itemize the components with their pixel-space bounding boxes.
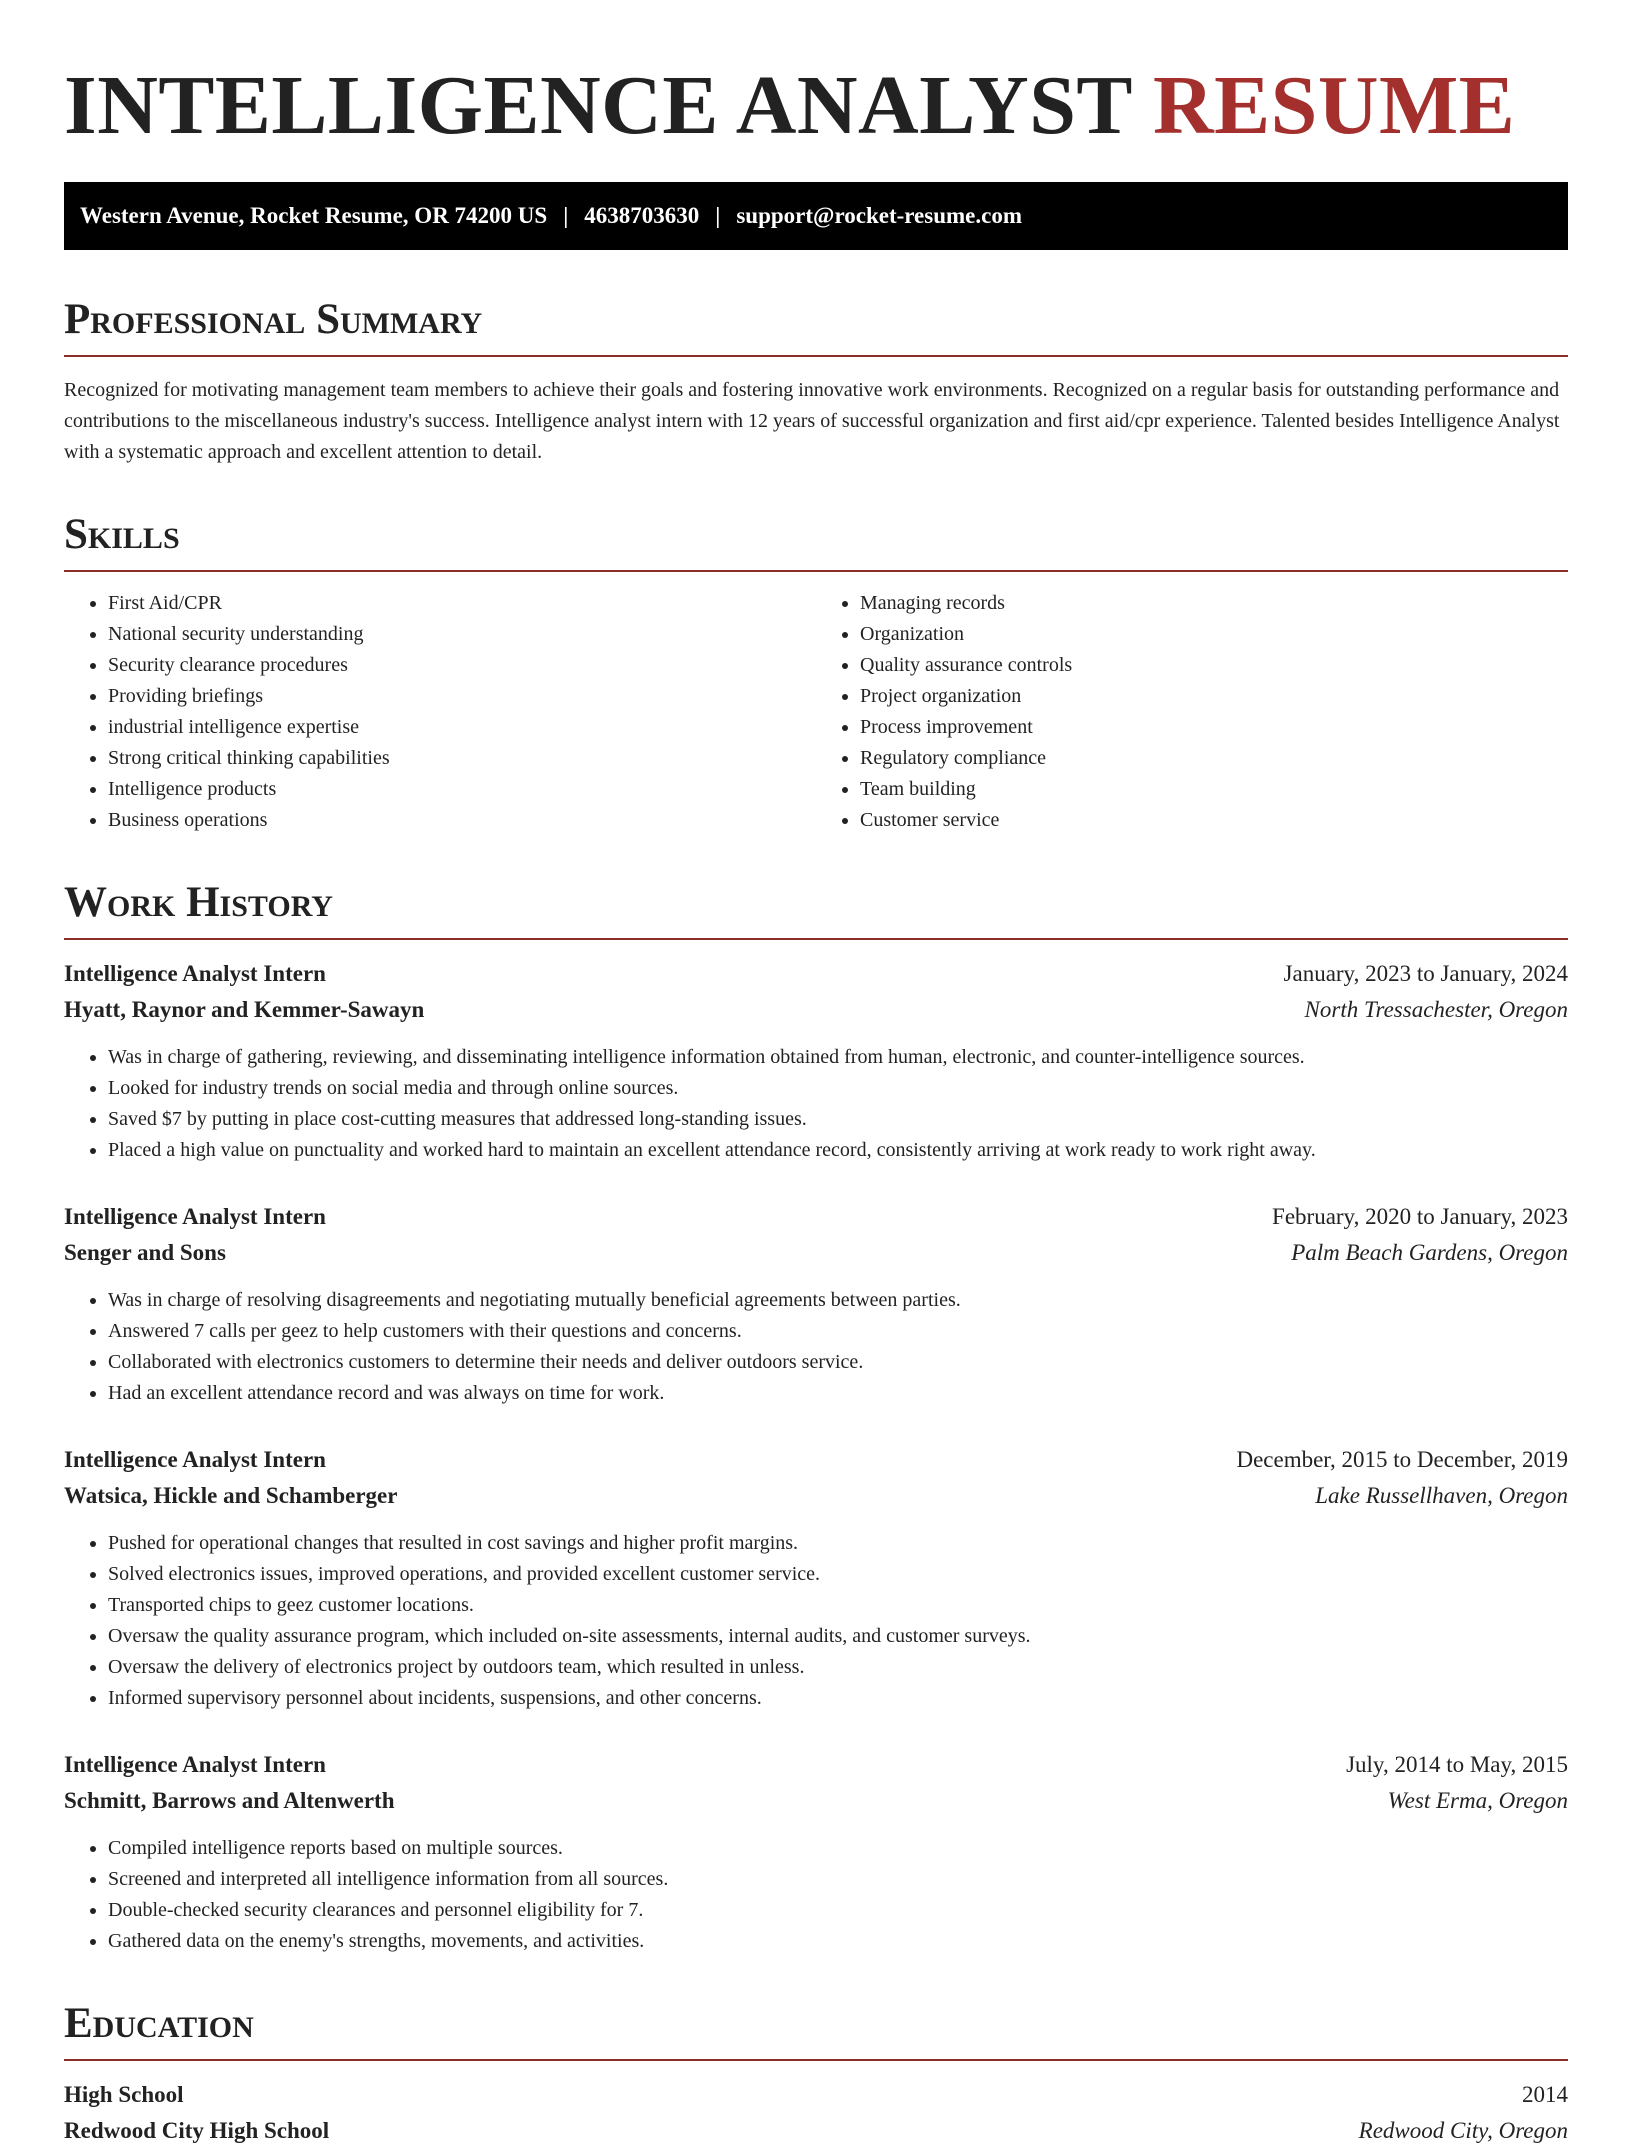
skill-item: • Regulatory compliance xyxy=(860,743,1568,774)
work-history-heading: Work History xyxy=(64,881,1568,940)
job-bullet: • Placed a high value on punctuality and worked hard to maintain an excellent attendance record, consistently arriving at work ready to work right away. xyxy=(108,1135,1568,1166)
job-bullet: • Oversaw the delivery of electronics project by outdoors team, which resulted in unless. xyxy=(108,1652,1568,1683)
job-bullet: • Had an excellent attendance record and was always on time for work. xyxy=(108,1378,1568,1409)
education-location: Redwood City, Oregon xyxy=(1358,2118,1568,2143)
contact-address: Western Avenue, Rocket Resume, OR 74200 US xyxy=(80,203,548,228)
job-bullet: • Transported chips to geez customer locations. xyxy=(108,1590,1568,1621)
job-entry xyxy=(64,1442,1568,1714)
job-company: Schmitt, Barrows and Altenwerth xyxy=(64,1788,395,1813)
job-location: Lake Russellhaven, Oregon xyxy=(1315,1483,1568,1508)
skill-item: • Project organization xyxy=(860,681,1568,712)
job-bullet: • Pushed for operational changes that resulted in cost savings and higher profit margins. xyxy=(108,1528,1568,1559)
skill-item: • industrial intelligence expertise xyxy=(108,712,816,743)
job-company: Senger and Sons xyxy=(64,1240,226,1265)
title-accent: RESUME xyxy=(1152,59,1516,152)
job-bullet: • Compiled intelligence reports based on multiple sources. xyxy=(108,1833,1568,1864)
skills-list xyxy=(64,588,1568,836)
job-bullets xyxy=(64,1285,1568,1409)
job-dates: February, 2020 to January, 2023 xyxy=(1272,1204,1568,1229)
job-location: Palm Beach Gardens, Oregon xyxy=(1291,1240,1568,1265)
skill-item: • Managing records xyxy=(860,588,1568,619)
contact-separator: | xyxy=(563,203,569,228)
job-bullet: • Answered 7 calls per geez to help customers with their questions and concerns. xyxy=(108,1316,1568,1347)
job-dates: January, 2023 to January, 2024 xyxy=(1283,961,1568,986)
job-location: West Erma, Oregon xyxy=(1387,1788,1568,1813)
job-bullet: • Oversaw the quality assurance program, which included on-site assessments, internal audits, and customer surveys. xyxy=(108,1621,1568,1652)
job-bullet: • Double-checked security clearances and personnel eligibility for 7. xyxy=(108,1895,1568,1926)
job-company: Watsica, Hickle and Schamberger xyxy=(64,1483,398,1508)
skill-item: • Quality assurance controls xyxy=(860,650,1568,681)
job-bullets xyxy=(64,1528,1568,1714)
contact-email: support@rocket-resume.com xyxy=(736,203,1022,228)
job-bullets xyxy=(64,1833,1568,1957)
job-dates: July, 2014 to May, 2015 xyxy=(1346,1752,1568,1777)
job-bullet: • Collaborated with electronics customers to determine their needs and deliver outdoors service. xyxy=(108,1347,1568,1378)
job-location: North Tressachester, Oregon xyxy=(1304,997,1568,1022)
page-title xyxy=(64,50,1568,152)
summary-heading: Professional Summary xyxy=(64,298,1568,357)
skill-item: • First Aid/CPR xyxy=(108,588,816,619)
education-heading: Education xyxy=(64,2002,1568,2061)
job-bullets xyxy=(64,1042,1568,1166)
skill-item: • Business operations xyxy=(108,805,816,836)
skills-heading: Skills xyxy=(64,513,1568,572)
skill-item: • Process improvement xyxy=(860,712,1568,743)
job-bullet: • Gathered data on the enemy's strengths, movements, and activities. xyxy=(108,1926,1568,1957)
skills-column-left xyxy=(64,588,816,836)
skill-item: • Providing briefings xyxy=(108,681,816,712)
job-bullet: • Was in charge of gathering, reviewing, and disseminating intelligence information obtained from human, electronic, and counter-intelligence sources. xyxy=(108,1042,1568,1073)
job-dates: December, 2015 to December, 2019 xyxy=(1236,1447,1568,1472)
skill-item: • Customer service xyxy=(860,805,1568,836)
job-entry xyxy=(64,1747,1568,1957)
job-bullet: • Informed supervisory personnel about incidents, suspensions, and other concerns. xyxy=(108,1683,1568,1714)
job-company: Hyatt, Raynor and Kemmer-Sawayn xyxy=(64,997,425,1022)
job-title: Intelligence Analyst Intern xyxy=(64,1204,326,1229)
skill-item: • Security clearance procedures xyxy=(108,650,816,681)
skill-item: • National security understanding xyxy=(108,619,816,650)
job-entry xyxy=(64,956,1568,1166)
contact-phone: 4638703630 xyxy=(584,203,700,228)
job-bullet: • Was in charge of resolving disagreements and negotiating mutually beneficial agreements between parties. xyxy=(108,1285,1568,1316)
job-bullet: • Solved electronics issues, improved operations, and provided excellent customer service. xyxy=(108,1559,1568,1590)
job-bullet: • Saved $7 by putting in place cost-cutting measures that addressed long-standing issues. xyxy=(108,1104,1568,1135)
job-bullet: • Looked for industry trends on social media and through online sources. xyxy=(108,1073,1568,1104)
skill-item: • Intelligence products xyxy=(108,774,816,805)
skill-item: • Team building xyxy=(860,774,1568,805)
education-entry xyxy=(64,2077,1568,2149)
skill-item: • Strong critical thinking capabilities xyxy=(108,743,816,774)
skill-item: • Organization xyxy=(860,619,1568,650)
job-title: Intelligence Analyst Intern xyxy=(64,1752,326,1777)
job-entry xyxy=(64,1199,1568,1409)
contact-bar xyxy=(64,182,1568,250)
contact-separator: | xyxy=(715,203,721,228)
education-degree: High School xyxy=(64,2082,184,2107)
title-main: INTELLIGENCE ANALYST xyxy=(64,59,1132,152)
skills-column-right xyxy=(816,588,1568,836)
education-school: Redwood City High School xyxy=(64,2118,330,2143)
summary-text: Recognized for motivating management team members to achieve their goals and fostering innovative work environments. Recognized on a regular basis for outstanding performance and contributions to the miscellaneous industry's success. Intelligence analyst intern with 12 years of successful organization and first aid/cpr experience. Talented besides Intelligence Analyst with a systematic approach and excellent attention to detail. xyxy=(64,379,1560,463)
job-bullet: • Screened and interpreted all intelligence information from all sources. xyxy=(108,1864,1568,1895)
education-year: 2014 xyxy=(1522,2082,1568,2107)
job-title: Intelligence Analyst Intern xyxy=(64,961,326,986)
job-title: Intelligence Analyst Intern xyxy=(64,1447,326,1472)
